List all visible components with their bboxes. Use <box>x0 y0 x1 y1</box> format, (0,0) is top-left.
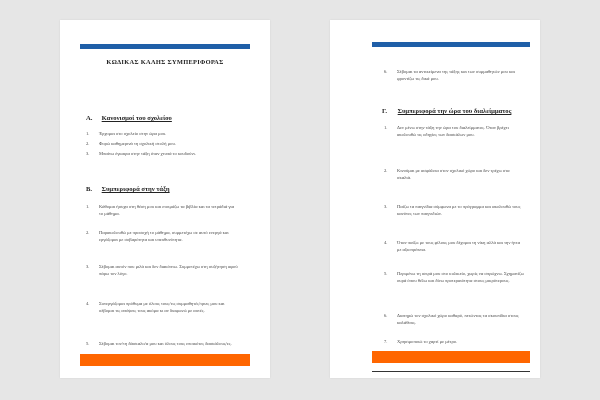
section-a-title: Κανονισμοί του σχολείου <box>101 115 172 122</box>
item-text: Μπαίνω έγκαιρα στην τάξη όταν χτυπά το κουδούνι. <box>99 151 196 156</box>
section-b-heading <box>86 186 170 193</box>
document-page-left <box>60 20 270 378</box>
bottom-orange-bar <box>372 351 530 363</box>
item-text: Σέβομαι τον/τη δάσκαλο/α μου και όλους τους εποικότες δασκάλους/ες. <box>99 341 232 346</box>
section-c-number: Γ. <box>382 108 388 115</box>
item-text: Κάθομαι ήσυχα στη θέση μου και ετοιμάζω τα βιβλία και τα τετράδιά για το μάθημα. <box>99 204 235 216</box>
item-text: Συνεργάζομαι πρόθυμα με όλους τους/τις συμμαθητές/τριες μου και σέβομαι τις απόψεις τους ακόμα κι αν διαφωνώ με αυτές. <box>99 301 225 313</box>
top-blue-bar <box>80 44 250 49</box>
item-text: Παρακολουθώ με προσοχή το μάθημα, συμμετέχω σε αυτό ενεργά και εργάζομαι με σοβαρότητα και υπευθυνότητα. <box>99 230 229 242</box>
item-number: 7. <box>384 339 388 344</box>
document-title: ΚΩΔΙΚΑΣ ΚΑΛΗΣ ΣΥΜΠΕΡΙΦΟΡΑΣ <box>106 59 224 66</box>
item-number: 3. <box>86 151 90 156</box>
section-a-heading <box>86 115 172 122</box>
item-number: 1. <box>86 204 90 209</box>
item-text: Παίζω τα παιγνίδια σύμφωνα με το πρόγραμμα και ακολουθώ τους κανόνες των παιγνιδιών. <box>397 204 521 216</box>
item-text: Έρχομαι στο σχολείο στην ώρα μου. <box>99 131 167 136</box>
section-b-title: Συμπεριφορά στην τάξη <box>101 186 170 193</box>
item-text: Όταν παίζω με τους φίλους μου δέχομαι τη νίκη αλλά και την ήττα με αξιοπρέπεια. <box>397 240 521 252</box>
section-c-title: Συμπεριφορά την ώρα του διαλείμματος <box>397 108 512 115</box>
item-text: Διατηρώ τον σχολικό χώρο καθαρό, πετώντας τα σκουπίδια στους καλάθους. <box>397 313 519 325</box>
item-number: 5. <box>384 271 388 276</box>
item-number: 2. <box>86 230 90 235</box>
item-number: 1. <box>86 131 90 136</box>
item-text: Κινούμαι με ασφάλεια στον σχολικό χώρο και δεν τρέχω στα σκαλιά. <box>397 168 510 180</box>
bottom-orange-bar <box>80 354 250 366</box>
item-number: 5. <box>86 341 90 346</box>
item-text: Δεν μένω στην τάξη την ώρα του διαλείμματος. Όταν βρέχει ακολουθώ τις οδηγίες των δασκάλων μου. <box>397 125 509 137</box>
item-text: Σέβομαι τα αντικείμενα της τάξης και των συμμαθητών μου και φροντίζω τις δικά μου. <box>397 69 515 81</box>
bottom-rule-line <box>372 371 530 372</box>
item-number: 4. <box>384 240 388 245</box>
item-number: 2. <box>86 141 90 146</box>
item-text: Φορώ καθημερινά τη σχολική στολή μου. <box>99 141 176 146</box>
item-number: 4. <box>86 301 90 306</box>
item-text: Χρησιμοποιώ το χαρτί με μέτρο. <box>397 339 458 344</box>
section-c-heading <box>382 108 511 115</box>
item-text: Σέβομαι αυτόν που μιλά και δεν διακόπτω. Συμμετέχω στη συζήτηση αφού πάρω τον λόγο. <box>99 264 238 276</box>
item-number: 3. <box>86 264 90 269</box>
section-a-number: Α. <box>86 115 93 122</box>
section-b-number: Β. <box>86 186 93 193</box>
document-page-right <box>330 20 540 378</box>
item-number: 6. <box>384 313 388 318</box>
item-number: 3. <box>384 204 388 209</box>
item-number: 2. <box>384 168 388 173</box>
item-number: 1. <box>384 125 388 130</box>
top-blue-bar <box>372 42 530 47</box>
item-text: Περιμένω τη σειρά μου στο κυλικείο, χωρίς να σπρώχνω. Σχηματίζω ουρά όπου θέλω και δίνω προτεραιότητα στους μικρότερους. <box>397 271 524 283</box>
item-number: 6. <box>384 69 388 74</box>
